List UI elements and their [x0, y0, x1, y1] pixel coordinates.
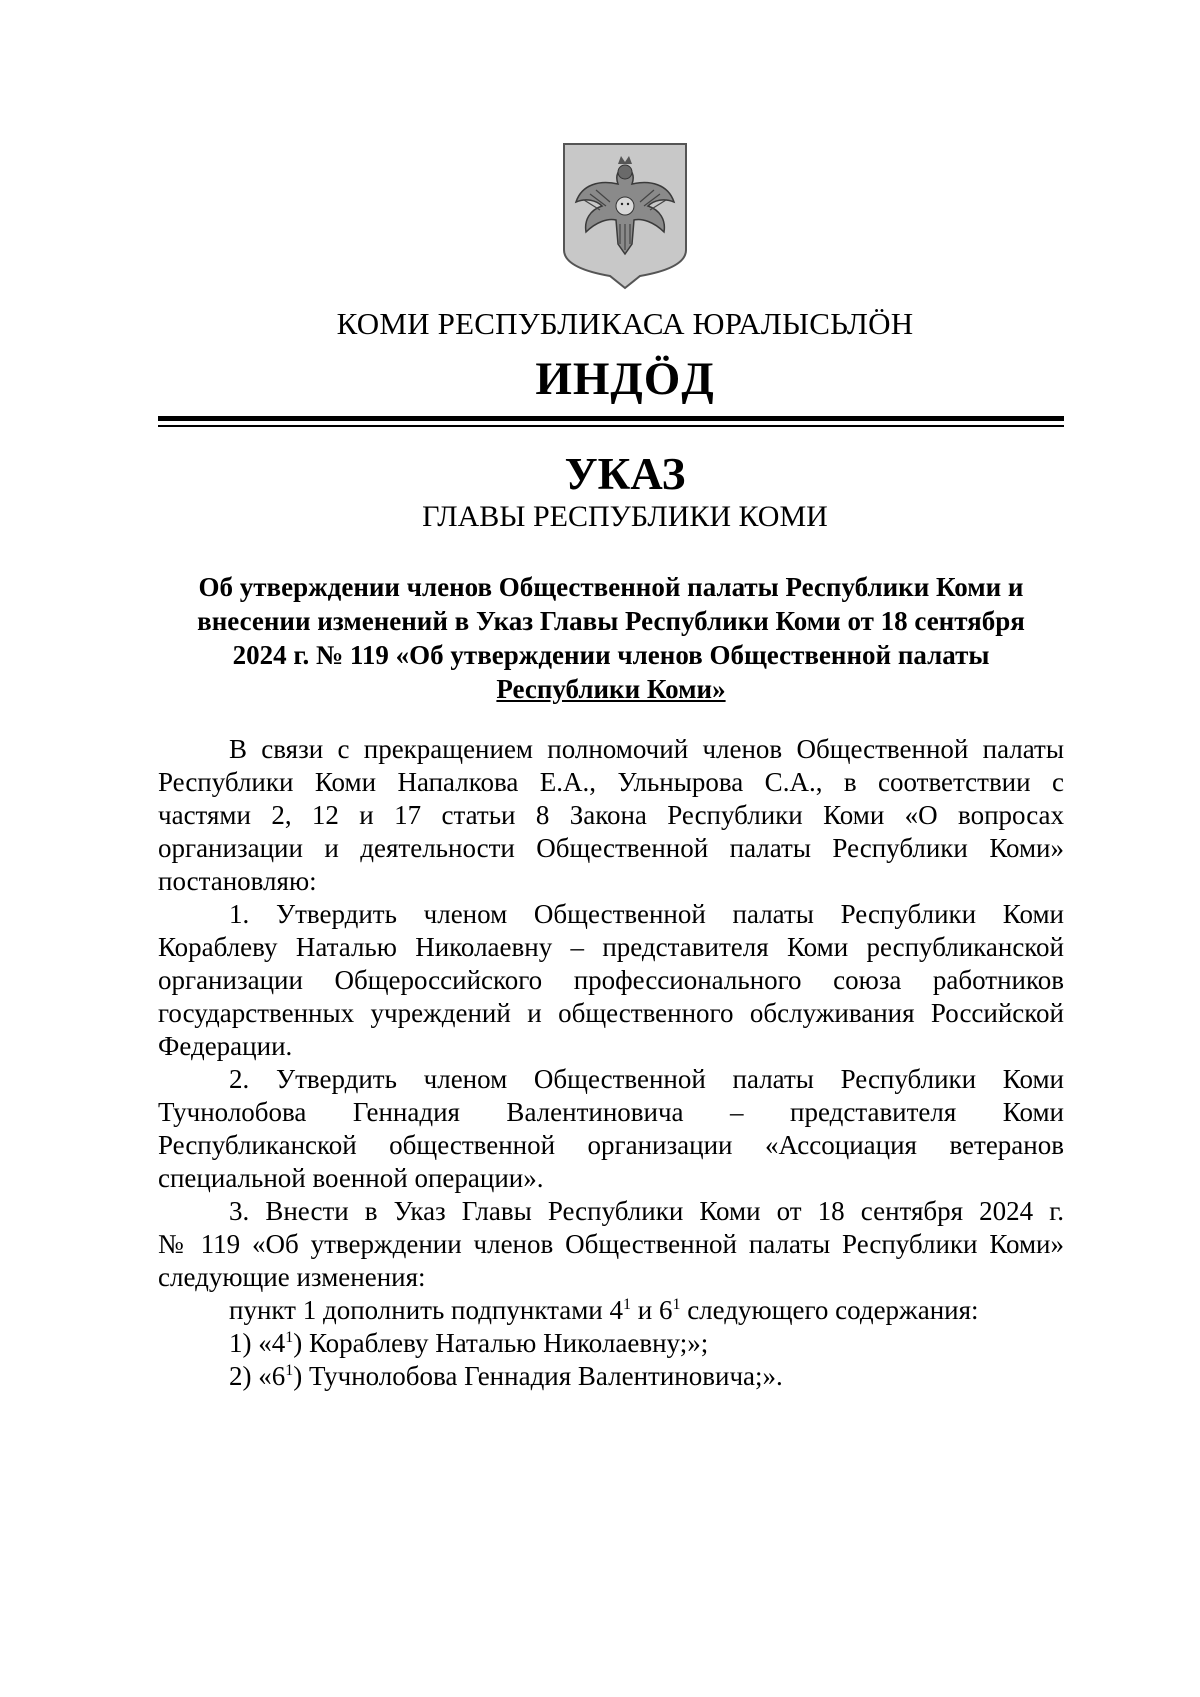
coat-of-arms-icon	[560, 140, 690, 290]
text-fragment: 1) «4	[229, 1328, 286, 1358]
text-line: Кораблеву Наталью Николаевну – представителя Коми республиканской	[158, 932, 1064, 962]
doc-type-title: УКАЗ	[564, 449, 686, 499]
header-doc-type-komi: ИНДÖД	[535, 353, 715, 405]
item-3-paragraph	[158, 1195, 1064, 1294]
decree-subject	[158, 570, 1064, 706]
item-2-paragraph	[158, 1063, 1064, 1195]
text-fragment: следующего содержания:	[680, 1295, 979, 1325]
text-line: Республики Коми Напалкова Е.А., Ульнырова С.А., в соответствии с	[158, 767, 1064, 797]
text-fragment: и 6	[631, 1295, 673, 1325]
text-line: постановляю:	[158, 866, 317, 896]
text-line: 2. Утвердить членом Общественной палаты Республики Коми	[229, 1064, 1064, 1094]
doc-issuer: ГЛАВЫ РЕСПУБЛИКИ КОМИ	[422, 500, 828, 533]
superscript: 1	[285, 1329, 294, 1346]
amendment-list	[158, 1294, 1064, 1393]
decree-body	[158, 733, 1064, 1393]
text-line: специальной военной операции».	[158, 1163, 544, 1193]
item-1-paragraph	[158, 898, 1064, 1063]
superscript: 1	[672, 1296, 681, 1313]
text-line: частями 2, 12 и 17 статьи 8 Закона Республики Коми «О вопросах	[158, 800, 1064, 830]
amendment-subitem-2	[158, 1360, 1064, 1393]
subject-line: внесении изменений в Указ Главы Республики Коми от 18 сентября	[197, 606, 1025, 636]
superscript: 1	[285, 1362, 294, 1379]
text-line: Тучнолобова Геннадия Валентиновича – представителя Коми	[158, 1097, 1064, 1127]
text-line: В связи с прекращением полномочий членов Общественной палаты	[229, 734, 1064, 764]
subject-line: Республики Коми»	[496, 674, 726, 704]
text-fragment: ) Тучнолобова Геннадия Валентиновича;».	[293, 1361, 783, 1391]
text-line: организации Общероссийского профессионального союза работников	[158, 965, 1064, 995]
text-line: Республиканской общественной организации «Ассоциация ветеранов	[158, 1130, 1064, 1160]
text-fragment: 2) «6	[229, 1361, 286, 1391]
text-line: государственных учреждений и общественного обслуживания Российской	[158, 998, 1064, 1028]
text-line: следующие изменения:	[158, 1262, 426, 1292]
text-line: № 119 «Об утверждении членов Общественной палаты Республики Коми»	[158, 1229, 1064, 1259]
text-line: 1. Утвердить членом Общественной палаты Республики Коми	[229, 899, 1064, 929]
subject-line: 2024 г. № 119 «Об утверждении членов Общественной палаты	[232, 640, 990, 670]
text-fragment: пункт 1 дополнить подпунктами 4	[229, 1295, 623, 1325]
subject-line: Об утверждении членов Общественной палаты Республики Коми и	[198, 572, 1024, 602]
text-line: 3. Внести в Указ Главы Республики Коми от 18 сентября 2024 г.	[229, 1196, 1064, 1226]
header-divider-thin	[158, 425, 1064, 427]
header-divider-thick	[158, 416, 1064, 421]
amendment-intro	[158, 1294, 1064, 1327]
text-line: Федерации.	[158, 1031, 293, 1061]
text-line: организации и деятельности Общественной палаты Республики Коми»	[158, 833, 1064, 863]
komi-coat-of-arms-emblem	[560, 140, 690, 290]
preamble-paragraph	[158, 733, 1064, 898]
amendment-subitem-1	[158, 1327, 1064, 1360]
text-fragment: ) Кораблеву Наталью Николаевну;»;	[293, 1328, 709, 1358]
header-org-komi: КОМИ РЕСПУБЛИКАСА ЮРАЛЫСЬЛÖН	[336, 306, 914, 341]
superscript: 1	[623, 1296, 631, 1313]
